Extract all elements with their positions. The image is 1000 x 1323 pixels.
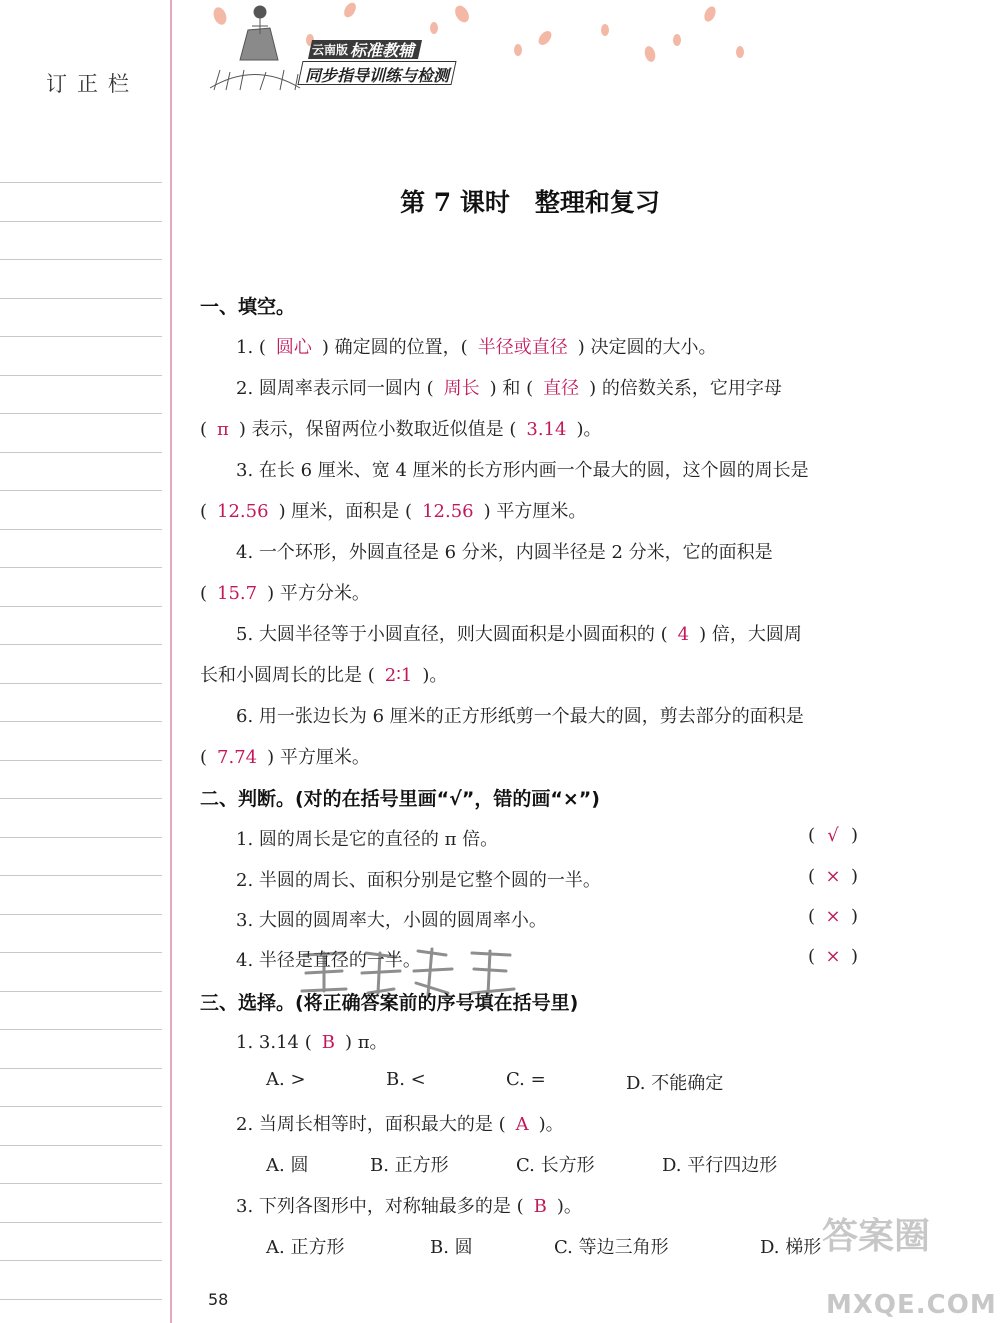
section-choice-heading: 三、选择。(将正确答案前的序号填在括号里) <box>200 992 579 1014</box>
brand-small-label: 云南版 <box>312 43 349 57</box>
answer: 圆心 <box>275 337 312 358</box>
brand-big-label: 标准教辅 <box>350 41 415 60</box>
sidebar-rule-line <box>0 837 162 838</box>
sidebar-rule-line <box>0 1106 162 1107</box>
judge-item-mark: ( × ) <box>808 906 859 927</box>
answer: 半径或直径 <box>477 337 568 358</box>
sidebar-rule-line <box>0 721 162 722</box>
choice-option: C. 等边三角形 <box>554 1237 669 1258</box>
site-watermark-url: MXQE.COM <box>826 1290 997 1320</box>
choice-option: D. 梯形 <box>760 1237 822 1258</box>
answer: 3.14 <box>526 419 567 440</box>
question-1-3-cont: ( 12.56 ) 厘米，面积是 ( 12.56 ) 平方厘米。 <box>200 501 587 522</box>
answer: π <box>217 419 229 440</box>
page-title: 第 7 课时 整理和复习 <box>400 188 660 217</box>
answer: 2∶1 <box>384 665 413 686</box>
judge-item-text: 4. 半径是直径的一半。 <box>236 950 421 971</box>
sidebar-rule-line <box>0 375 162 376</box>
question-1-2-cont: ( π ) 表示，保留两位小数取近似值是 ( 3.14 )。 <box>200 419 602 440</box>
choice-option: C. = <box>506 1069 546 1090</box>
sidebar-rule-line <box>0 298 162 299</box>
answer: 周长 <box>443 378 480 399</box>
choice-option: D. 不能确定 <box>626 1073 724 1094</box>
sidebar-rule-line <box>0 529 162 530</box>
answer: 直径 <box>543 378 580 399</box>
choice-option: A. > <box>266 1069 306 1090</box>
question-1-5-cont: 长和小圆周长的比是 ( 2∶1 )。 <box>200 665 448 686</box>
section-judge-heading: 二、判断。(对的在括号里画“√”，错的画“×”) <box>200 788 600 810</box>
sidebar-rule-line <box>0 798 162 799</box>
sidebar-rule-line <box>0 336 162 337</box>
site-watermark-logo: 答案圈 <box>822 1216 931 1257</box>
sidebar-rule-line <box>0 1029 162 1030</box>
choice-option: B. 正方形 <box>370 1155 449 1176</box>
sidebar-title: 订正栏 <box>46 72 139 96</box>
answer: A <box>515 1114 529 1135</box>
question-1-3: 3. 在长 6 厘米、宽 4 厘米的长方形内画一个最大的圆，这个圆的周长是 <box>236 460 809 481</box>
answer: 4 <box>677 624 690 645</box>
judge-item-mark: ( × ) <box>808 866 859 887</box>
question-1-5: 5. 大圆半径等于小圆直径，则大圆面积是小圆面积的 ( 4 ) 倍，大圆周 <box>236 624 802 645</box>
choice-option: C. 长方形 <box>516 1155 595 1176</box>
choice-question-1: 1. 3.14 ( B ) π。 <box>236 1032 388 1053</box>
question-1-2: 2. 圆周率表示同一圆内 ( 周长 ) 和 ( 直径 ) 的倍数关系，它用字母 <box>236 378 782 399</box>
sidebar-rule-line <box>0 567 162 568</box>
sidebar-rule-line <box>0 452 162 453</box>
sidebar-rule-line <box>0 1299 162 1300</box>
series-subtitle: 同步指导训练与检测 <box>305 66 450 85</box>
section-fill-blank-heading: 一、填空。 <box>200 296 296 318</box>
sidebar-rule-line <box>0 683 162 684</box>
answer: 12.56 <box>422 501 474 522</box>
judge-item-text: 1. 圆的周长是它的直径的 π 倍。 <box>236 829 499 850</box>
page-number: 58 <box>208 1290 229 1309</box>
sidebar-rule-line <box>0 644 162 645</box>
choice-option: A. 正方形 <box>266 1237 345 1258</box>
sidebar-rule-line <box>0 259 162 260</box>
choice-option: B. < <box>386 1069 426 1090</box>
answer: 15.7 <box>217 583 258 604</box>
choice-question-3: 3. 下列各图形中，对称轴最多的是 ( B )。 <box>236 1196 582 1217</box>
judge-item-mark: ( √ ) <box>808 825 859 846</box>
sidebar-rule-line <box>0 1183 162 1184</box>
sidebar-rule-line <box>0 490 162 491</box>
header-illustration <box>200 0 760 95</box>
sidebar-rule-line <box>0 1222 162 1223</box>
sidebar-rule-line <box>0 991 162 992</box>
judge-item-mark: ( × ) <box>808 946 859 967</box>
choice-option: D. 平行四边形 <box>662 1155 778 1176</box>
choice-option: B. 圆 <box>430 1237 473 1258</box>
sidebar-rule-line <box>0 606 162 607</box>
judge-item-text: 2. 半圆的周长、面积分别是它整个圆的一半。 <box>236 870 601 891</box>
question-1-6-cont: ( 7.74 ) 平方厘米。 <box>200 747 370 768</box>
question-1-6: 6. 用一张边长为 6 厘米的正方形纸剪一个最大的圆，剪去部分的面积是 <box>236 706 804 727</box>
answer: 12.56 <box>217 501 269 522</box>
sidebar-rule-line <box>0 760 162 761</box>
choice-question-2: 2. 当周长相等时，面积最大的是 ( A )。 <box>236 1114 564 1135</box>
question-1-4-cont: ( 15.7 ) 平方分米。 <box>200 583 370 604</box>
answer: 7.74 <box>217 747 258 768</box>
sidebar-rule-line <box>0 952 162 953</box>
answer: B <box>533 1196 547 1217</box>
sidebar-rule-line <box>0 1145 162 1146</box>
sidebar-rule-line <box>0 221 162 222</box>
question-1-1: 1. ( 圆心 ) 确定圆的位置，( 半径或直径 ) 决定圆的大小。 <box>236 337 717 358</box>
judge-item-text: 3. 大圆的圆周率大，小圆的圆周率小。 <box>236 910 547 931</box>
question-1-4: 4. 一个环形，外圆直径是 6 分米，内圆半径是 2 分米，它的面积是 <box>236 542 773 563</box>
handwritten-watermark <box>296 943 526 1003</box>
sidebar-rule-line <box>0 1260 162 1261</box>
sidebar-rule-line <box>0 1068 162 1069</box>
sidebar-rule-line <box>0 413 162 414</box>
sidebar-rule-line <box>0 875 162 876</box>
sidebar-rule-line <box>0 914 162 915</box>
answer: B <box>321 1032 335 1053</box>
choice-option: A. 圆 <box>266 1155 309 1176</box>
